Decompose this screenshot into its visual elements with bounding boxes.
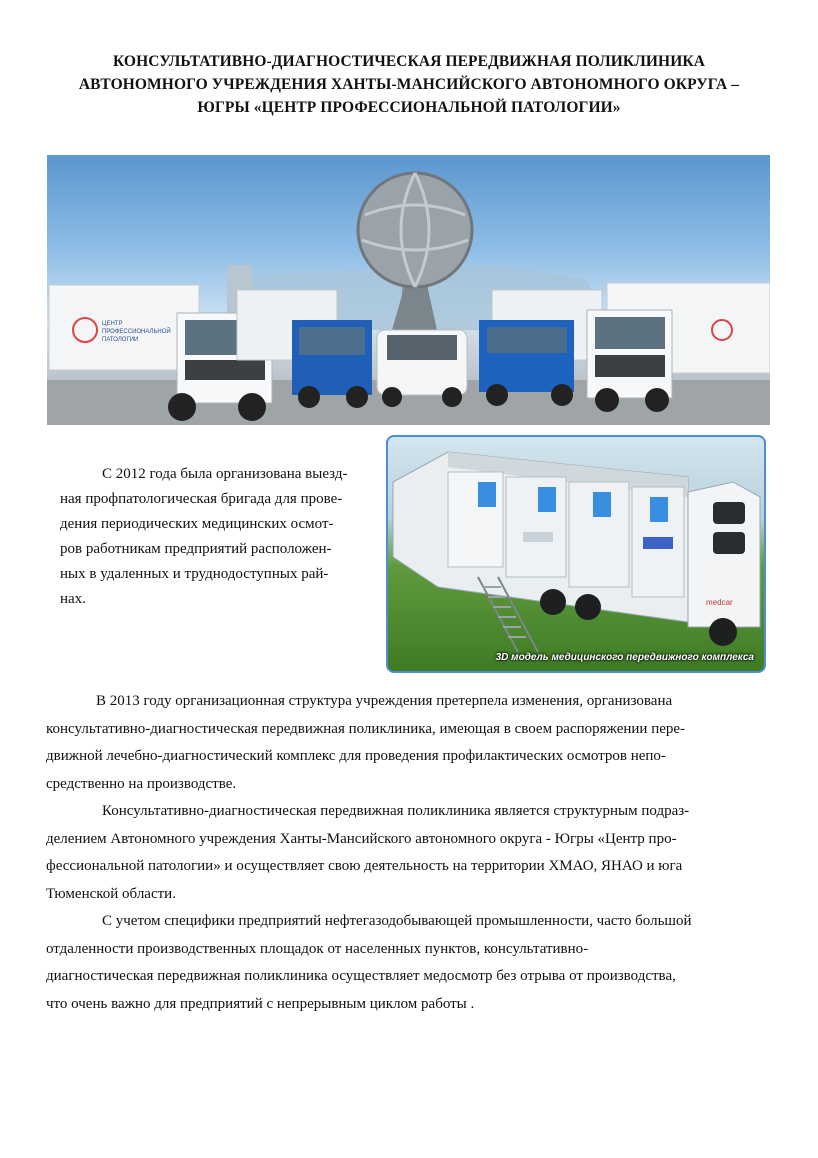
truck-logo-line-2: ПРОФЕССИОНАЛЬНОЙ [102, 329, 171, 335]
page-title [40, 50, 778, 119]
trucks-photo [47, 155, 770, 425]
title-line-1: КОНСУЛЬТАТИВНО-ДИАГНОСТИЧЕСКАЯ ПЕРЕДВИЖНАЯ ПОЛИКЛИНИКА [112, 53, 706, 70]
p3-line-2: делением Автономного учреждения Ханты-Мансийского автономного округа - Югры «Центр про- [46, 830, 677, 847]
intro-paragraph [60, 462, 372, 612]
p2-line-4: средственно на производстве. [46, 775, 237, 792]
p2-line-1: В 2013 году организационная структура учреждения претерпела изменения, организована [96, 693, 673, 709]
p4-line-3: диагностическая передвижная поликлиника осуществляет медосмотр без отрыва от производства, [46, 968, 676, 984]
mobile-clinic-3d-render [386, 435, 766, 673]
p4-line-4: что очень важно для предприятий с непрерывным циклом работы . [46, 995, 475, 1012]
medcar-brand: medcar [706, 598, 733, 607]
body-text [46, 688, 774, 1018]
p4-line-1: С учетом специфики предприятий нефтегазодобывающей промышленности, часто большой [102, 913, 692, 929]
p2-line-3: движной лечебно-диагностический комплекс для проведения профилактических осмотров непо- [46, 748, 666, 764]
p3-line-4: Тюменской области. [46, 885, 176, 902]
intro-line-2: ная профпатологическая бригада для прове- [60, 491, 343, 507]
p3-line-3: фессиональной патологии» и осуществляет свою деятельность на территории ХМАО, ЯНАО и юга [46, 858, 683, 874]
intro-line-5: ных в удаленных и труднодоступных рай- [60, 566, 329, 582]
intro-line-1: С 2012 года была организована выезд- [102, 466, 348, 482]
truck-logo-line-3: ПАТОЛОГИИ [102, 337, 139, 343]
intro-line-6: нах. [60, 591, 86, 607]
mobile-clinic-illustration [388, 437, 764, 671]
render-caption: 3D модель медицинского передвижного комплекса [495, 652, 754, 663]
intro-line-3: дения периодических медицинских осмот- [60, 516, 334, 532]
truck-logo-line-1: ЦЕНТР [102, 321, 123, 327]
title-line-2: АВТОНОМНОГО УЧРЕЖДЕНИЯ ХАНТЫ-МАНСИЙСКОГО АВТОНОМНОГО ОКРУГА – [78, 76, 740, 93]
trucks-photo-illustration [47, 155, 770, 425]
p4-line-2: отдаленности производственных площадок от населенных пунктов, консультативно- [46, 940, 589, 957]
p2-line-2: консультативно-диагностическая передвижная поликлиника, имеющая в своем распоряжении пере- [46, 720, 686, 737]
p3-line-1: Консультативно-диагностическая передвижная поликлиника является структурным подраз- [102, 803, 690, 819]
title-line-3: ЮГРЫ «ЦЕНТР ПРОФЕССИОНАЛЬНОЙ ПАТОЛОГИИ» [197, 99, 621, 116]
intro-line-4: ров работникам предприятий расположен- [60, 541, 332, 557]
